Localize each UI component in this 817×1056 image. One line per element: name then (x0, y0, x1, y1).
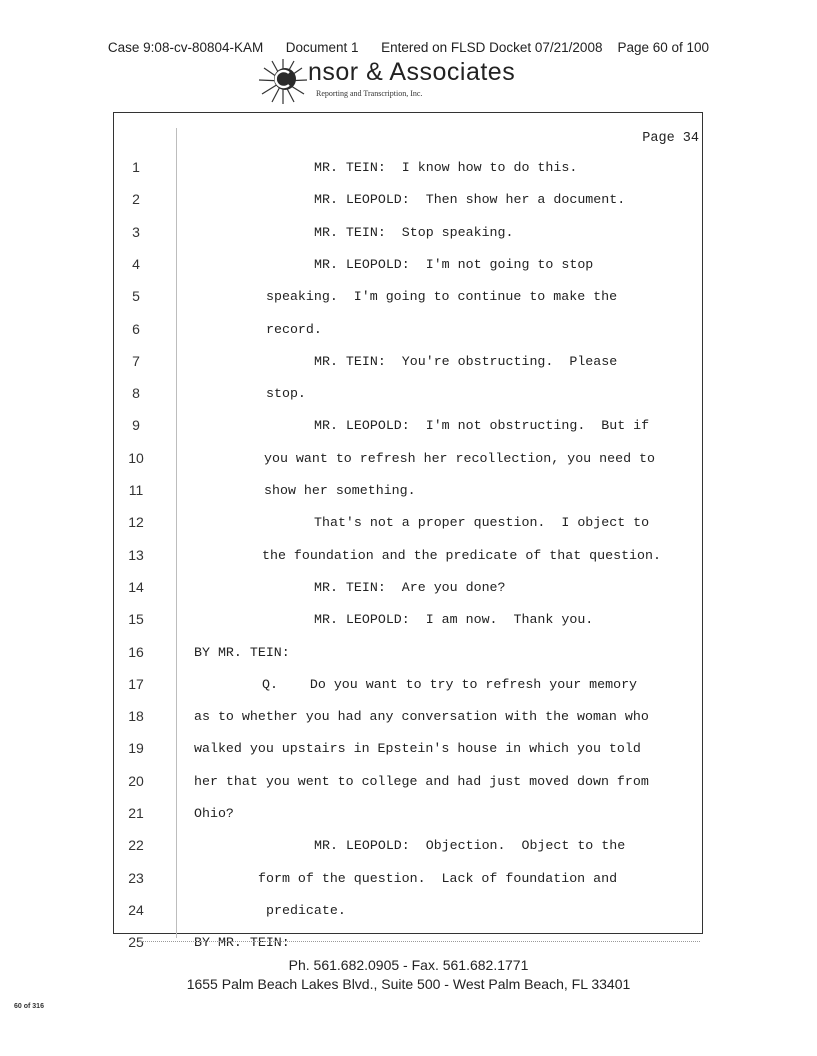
line-number: 25 (128, 934, 144, 951)
document-number: Document 1 (285, 40, 359, 55)
line-number: 5 (132, 288, 140, 305)
bottom-rule (140, 941, 700, 942)
line-number: 12 (128, 514, 144, 531)
line-number: 10 (128, 449, 144, 466)
line-text: BY MR. TEIN: (194, 935, 290, 951)
transcript-line (0, 604, 817, 636)
line-text: MR. LEOPOLD: Objection. Object to the (314, 838, 626, 854)
transcript-line (0, 507, 817, 539)
line-text: walked you upstairs in Epstein's house in which you told (194, 741, 641, 757)
line-number: 13 (128, 546, 144, 563)
transcript-line (0, 540, 817, 572)
transcript-line (0, 346, 817, 378)
line-text: you want to refresh her recollection, you need to (264, 450, 655, 466)
case-number: Case 9:08-cv-80804-KAM (107, 40, 264, 55)
transcript-line (0, 152, 817, 184)
transcript-line (0, 798, 817, 830)
sun-logo-icon (258, 58, 308, 104)
line-text: MR. TEIN: Are you done? (314, 579, 506, 595)
line-text: MR. LEOPOLD: I'm not obstructing. But if (314, 418, 650, 434)
company-name: nsor & Associates (308, 58, 516, 86)
line-text: predicate. (266, 902, 346, 918)
line-number: 21 (128, 805, 144, 821)
line-number: 15 (128, 611, 144, 628)
line-text: Q. Do you want to try to refresh your memory (262, 676, 638, 692)
page-count: 60 of 316 (14, 1003, 44, 1010)
transcript-line (0, 410, 817, 442)
transcript-line (0, 281, 817, 313)
line-number: 6 (132, 320, 140, 337)
line-text: MR. TEIN: Stop speaking. (314, 224, 514, 240)
line-number: 18 (128, 708, 144, 725)
line-text: stop. (266, 386, 306, 402)
line-number: 16 (128, 643, 144, 660)
transcript-line (0, 637, 817, 669)
line-number: 1 (132, 159, 140, 175)
line-text: MR. TEIN: I know how to do this. (314, 160, 578, 175)
line-text: MR. LEOPOLD: I'm not going to stop (314, 256, 594, 272)
company-subtitle: Reporting and Transcription, Inc. (316, 89, 423, 98)
line-text: That's not a proper question. I object to (314, 515, 650, 531)
company-logo (258, 58, 558, 106)
transcript-line (0, 701, 817, 733)
line-text: record. (266, 321, 322, 337)
line-text: MR. LEOPOLD: I am now. Thank you. (314, 612, 594, 628)
transcript-line (0, 572, 817, 604)
page-of: Page 60 of 100 (617, 40, 710, 55)
line-number: 2 (132, 191, 140, 208)
line-number: 9 (132, 417, 140, 434)
line-number: 17 (128, 675, 144, 692)
line-number: 7 (132, 352, 140, 369)
transcript-line (0, 184, 817, 216)
footer-phone-fax: Ph. 561.682.0905 - Fax. 561.682.1771 (288, 957, 529, 973)
transcript-line (0, 766, 817, 798)
transcript-line (0, 249, 817, 281)
line-text: form of the question. Lack of foundation and (258, 870, 618, 886)
transcript-line (0, 669, 817, 701)
line-number: 22 (128, 837, 144, 854)
line-text: MR. LEOPOLD: Then show her a document. (314, 192, 626, 208)
transcript-line (0, 830, 817, 862)
line-text: MR. TEIN: You're obstructing. Please (314, 353, 618, 369)
footer-address: 1655 Palm Beach Lakes Blvd., Suite 500 - West Palm Beach, FL 33401 (186, 976, 631, 992)
line-text: as to whether you had any conversation with the woman who (194, 709, 649, 725)
line-text: the foundation and the predicate of that question. (262, 547, 661, 563)
line-number: 23 (128, 869, 144, 886)
transcript-line (0, 443, 817, 475)
line-number: 14 (128, 578, 144, 595)
line-number: 20 (128, 772, 144, 789)
transcript-line (0, 475, 817, 507)
transcript-line (0, 314, 817, 346)
line-text: BY MR. TEIN: (194, 644, 290, 660)
line-text: show her something. (264, 483, 416, 498)
line-number: 24 (128, 901, 144, 918)
line-text: speaking. I'm going to continue to make the (266, 289, 618, 305)
transcript-line (0, 863, 817, 895)
line-text: her that you went to college and had just moved down from (194, 773, 649, 789)
line-number: 11 (128, 482, 144, 498)
transcript-page-label: Page 34 (642, 131, 699, 146)
line-number: 3 (132, 223, 140, 240)
transcript-line (0, 733, 817, 765)
transcript-line (0, 895, 817, 927)
docket-entry: Entered on FLSD Docket 07/21/2008 (381, 40, 603, 55)
line-text: Ohio? (194, 806, 234, 821)
transcript-line (0, 378, 817, 410)
line-number: 8 (132, 385, 140, 402)
transcript-line (0, 217, 817, 249)
line-number: 4 (132, 255, 140, 272)
line-number: 19 (128, 740, 144, 757)
case-header (0, 40, 817, 55)
transcript-line (0, 927, 817, 959)
